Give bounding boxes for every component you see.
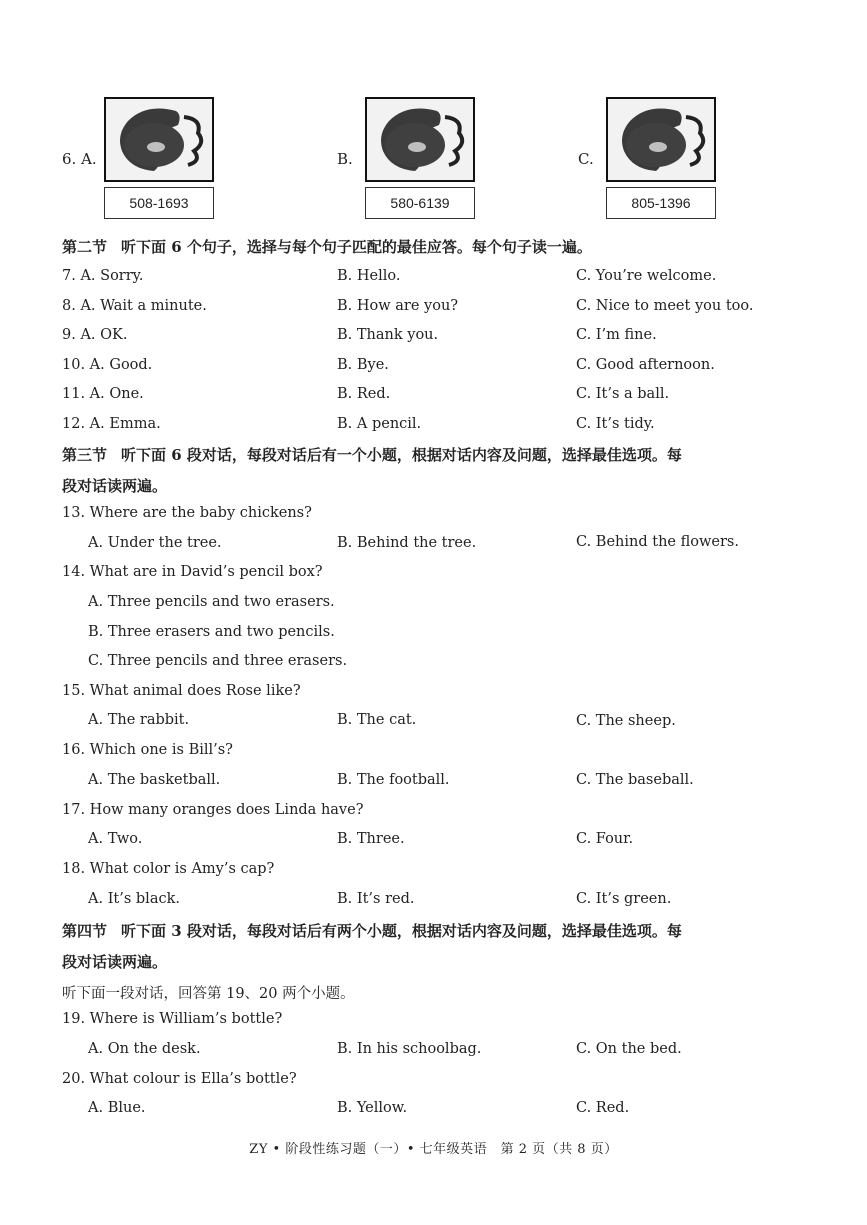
phone-number-a: 508-1693 — [104, 187, 214, 219]
q19-option-c: C. On the bed. — [576, 1041, 682, 1057]
q16-option-c: C. The baseball. — [576, 772, 694, 788]
q18-option-c: C. It’s green. — [576, 891, 672, 907]
q16-question: 16. Which one is Bill’s? — [62, 742, 233, 758]
q16-option-b: B. The football. — [337, 772, 450, 788]
q12-option-a: 12. A. Emma. — [62, 416, 161, 432]
section-4-heading — [62, 920, 682, 941]
q7-option-a: 7. A. Sorry. — [62, 268, 144, 284]
q11-option-c: C. It’s a ball. — [576, 386, 670, 402]
q20-option-b: B. Yellow. — [337, 1100, 408, 1116]
q17-option-b: B. Three. — [337, 831, 405, 847]
q10-option-b: B. Bye. — [337, 357, 389, 373]
q14-option-b: B. Three erasers and two pencils. — [88, 624, 335, 640]
q18-option-b: B. It’s red. — [337, 891, 415, 907]
q18-option-a: A. It’s black. — [88, 891, 180, 907]
q14-question: 14. What are in David’s pencil box? — [62, 564, 323, 580]
q17-option-a: A. Two. — [88, 831, 143, 847]
q19-option-b: B. In his schoolbag. — [337, 1041, 482, 1057]
q10-option-a: 10. A. Good. — [62, 357, 153, 373]
q13-option-c: C. Behind the flowers. — [576, 534, 739, 550]
q9-option-c: C. I’m fine. — [576, 327, 657, 343]
q8-option-b: B. How are you? — [337, 298, 459, 314]
telephone-icon — [606, 97, 716, 182]
q15-option-b: B. The cat. — [337, 712, 417, 728]
section-3-instructions: 听下面 6 段对话，每段对话后有一个小题，根据对话内容及问题，选择最佳选项。每 — [121, 446, 682, 464]
q10-option-c: C. Good afternoon. — [576, 357, 715, 373]
q15-option-c: C. The sheep. — [576, 713, 676, 729]
q12-option-b: B. A pencil. — [337, 416, 422, 432]
q7-option-c: C. You’re welcome. — [576, 268, 717, 284]
q8-option-a: 8. A. Wait a minute. — [62, 298, 207, 314]
telephone-icon — [365, 97, 475, 182]
q6-label-b: B. — [337, 150, 353, 168]
q20-option-a: A. Blue. — [88, 1100, 146, 1116]
q16-option-a: A. The basketball. — [88, 772, 221, 788]
q14-option-c: C. Three pencils and three erasers. — [88, 653, 348, 669]
q6-label-c: C. — [578, 150, 594, 168]
q17-option-c: C. Four. — [576, 831, 634, 847]
telephone-icon — [104, 97, 214, 182]
q19-question: 19. Where is William’s bottle? — [62, 1011, 283, 1027]
q17-question: 17. How many oranges does Linda have? — [62, 802, 364, 818]
page-footer: ZY • 阶段性练习题（一）• 七年级英语 第 2 页（共 8 页） — [249, 1142, 618, 1157]
section-2-title: 第二节 — [62, 238, 108, 256]
q6-label-a: 6. A. — [62, 150, 97, 168]
section-4-intro: 听下面一段对话，回答第 19、20 两个小题。 — [62, 986, 355, 1002]
q9-option-b: B. Thank you. — [337, 327, 439, 343]
section-4-instructions: 听下面 3 段对话，每段对话后有两个小题，根据对话内容及问题，选择最佳选项。每 — [121, 922, 682, 940]
q15-option-a: A. The rabbit. — [88, 712, 190, 728]
q13-question: 13. Where are the baby chickens? — [62, 505, 312, 521]
q12-option-c: C. It’s tidy. — [576, 416, 655, 432]
q15-question: 15. What animal does Rose like? — [62, 683, 301, 699]
section-2-instructions: 听下面 6 个句子，选择与每个句子匹配的最佳应答。每个句子读一遍。 — [121, 238, 592, 256]
q9-option-a: 9. A. OK. — [62, 327, 128, 343]
q11-option-b: B. Red. — [337, 386, 391, 402]
section-4-title: 第四节 — [62, 922, 108, 940]
q13-option-a: A. Under the tree. — [88, 535, 222, 551]
section-3-heading — [62, 444, 682, 465]
q7-option-b: B. Hello. — [337, 268, 401, 284]
q20-question: 20. What colour is Ella’s bottle? — [62, 1071, 297, 1087]
section-2-heading — [62, 236, 592, 257]
section-3-title: 第三节 — [62, 446, 108, 464]
q11-option-a: 11. A. One. — [62, 386, 144, 402]
question-6 — [0, 95, 867, 225]
q19-option-a: A. On the desk. — [88, 1041, 201, 1057]
q20-option-c: C. Red. — [576, 1100, 630, 1116]
q13-option-b: B. Behind the tree. — [337, 535, 477, 551]
section-3-instructions-cont: 段对话读两遍。 — [62, 477, 168, 495]
phone-number-b: 580-6139 — [365, 187, 475, 219]
section-4-instructions-cont: 段对话读两遍。 — [62, 953, 168, 971]
q8-option-c: C. Nice to meet you too. — [576, 298, 754, 314]
q18-question: 18. What color is Amy’s cap? — [62, 861, 275, 877]
q14-option-a: A. Three pencils and two erasers. — [88, 594, 335, 610]
phone-number-c: 805-1396 — [606, 187, 716, 219]
